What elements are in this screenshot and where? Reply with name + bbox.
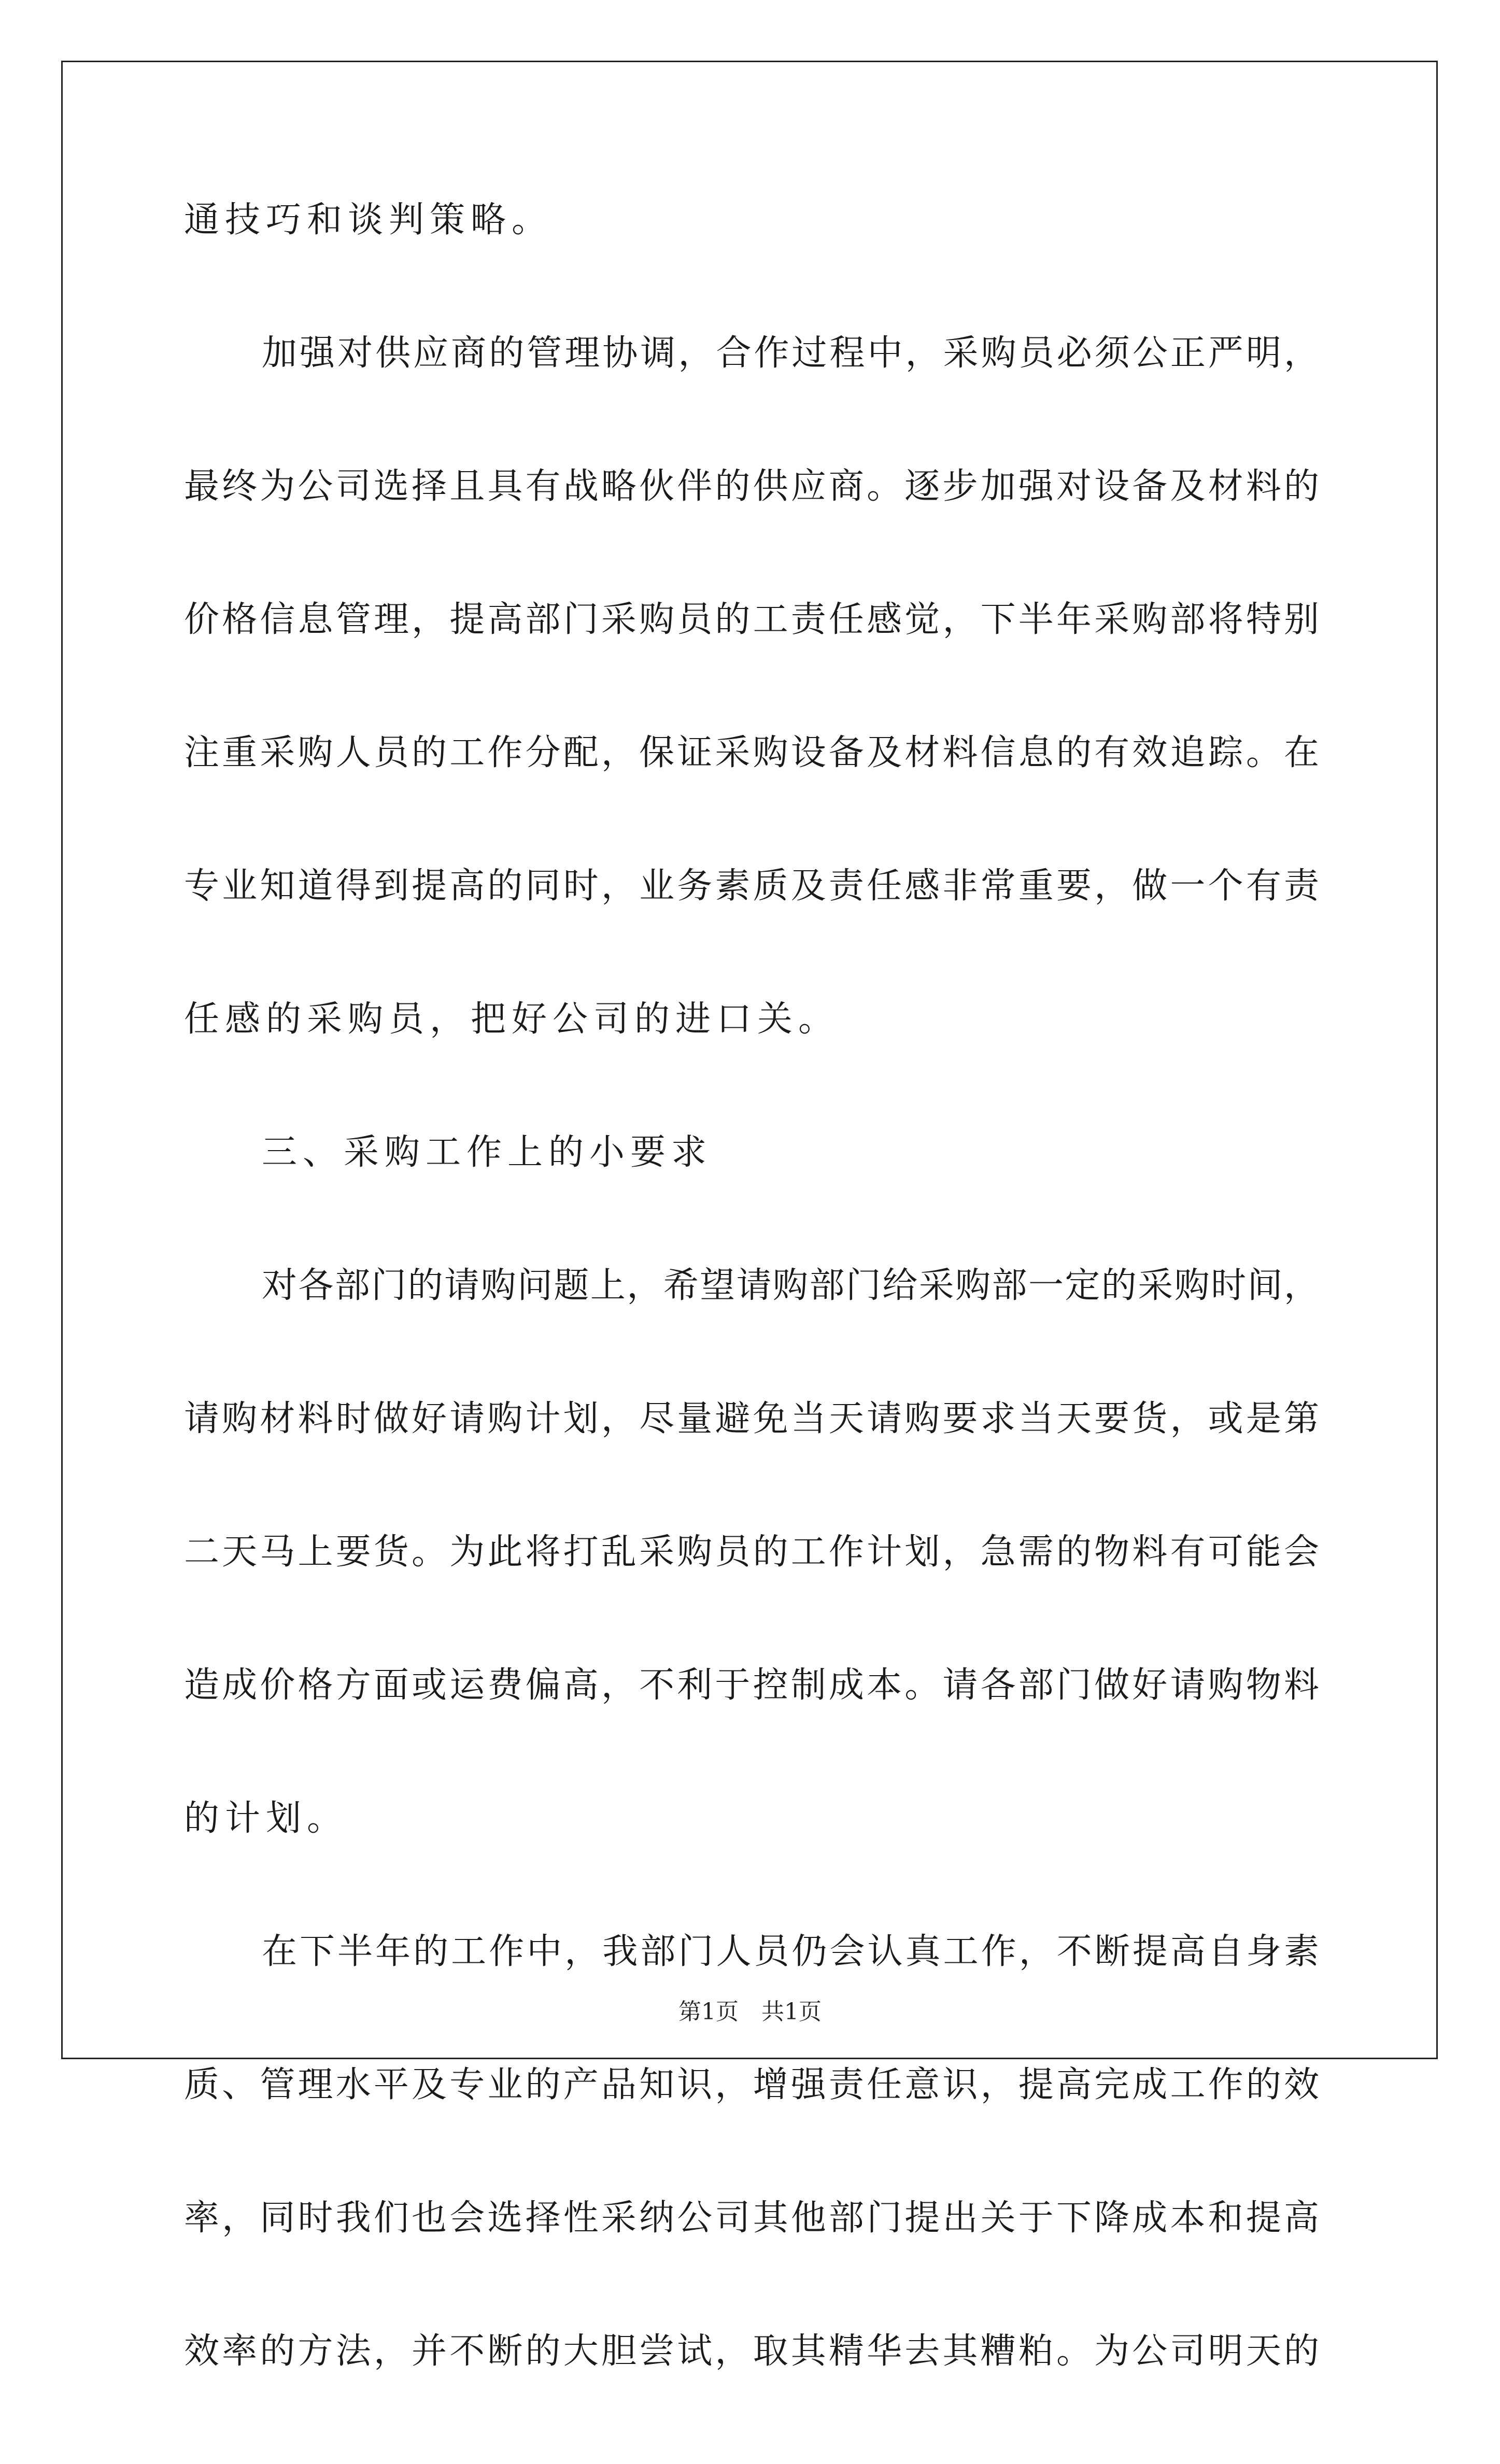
text-line: 任感的采购员，把好公司的进口关。 — [184, 999, 840, 1040]
page-number-footer: 第1页 共1页 — [678, 1999, 822, 2025]
paragraph-start-line: 加强对供应商的管理协调，合作过程中，采购员必须公正严明， — [262, 333, 1319, 374]
text-line: 的计划。 — [184, 1798, 348, 1839]
text-line: 请购材料时做好请购计划，尽量避免当天请购要求当天要货，或是第 — [184, 1398, 1319, 1439]
text-line: 造成价格方面或运费偏高，不利于控制成本。请各部门做好请购物料 — [184, 1665, 1319, 1706]
text-line: 质、管理水平及专业的产品知识，增强责任意识，提高完成工作的效 — [184, 2064, 1319, 2105]
text-line: 注重采购人员的工作分配，保证采购设备及材料信息的有效追踪。在 — [184, 732, 1319, 773]
text-line: 率，同时我们也会选择性采纳公司其他部门提出关于下降成本和提高 — [184, 2198, 1319, 2239]
section-heading: 三、采购工作上的小要求 — [262, 1132, 713, 1173]
text-line: 专业知道得到提高的同时，业务素质及责任感非常重要，做一个有责 — [184, 866, 1319, 907]
text-line: 通技巧和谈判策略。 — [184, 200, 553, 240]
text-line: 二天马上要货。为此将打乱采购员的工作计划，急需的物料有可能会 — [184, 1532, 1319, 1573]
text-line: 效率的方法，并不断的大胆尝试，取其精华去其糟粕。为公司明天的 — [184, 2331, 1319, 2372]
text-line: 价格信息管理，提高部门采购员的工责任感觉，下半年采购部将特别 — [184, 599, 1319, 640]
document-body — [184, 200, 1319, 2464]
text-line: 最终为公司选择且具有战略伙伴的供应商。逐步加强对设备及材料的 — [184, 466, 1319, 507]
paragraph-start-line: 在下半年的工作中，我部门人员仍会认真工作，不断提高自身素 — [262, 1931, 1319, 1972]
paragraph-start-line: 对各部门的请购问题上，希望请购部门给采购部一定的采购时间， — [262, 1265, 1319, 1306]
